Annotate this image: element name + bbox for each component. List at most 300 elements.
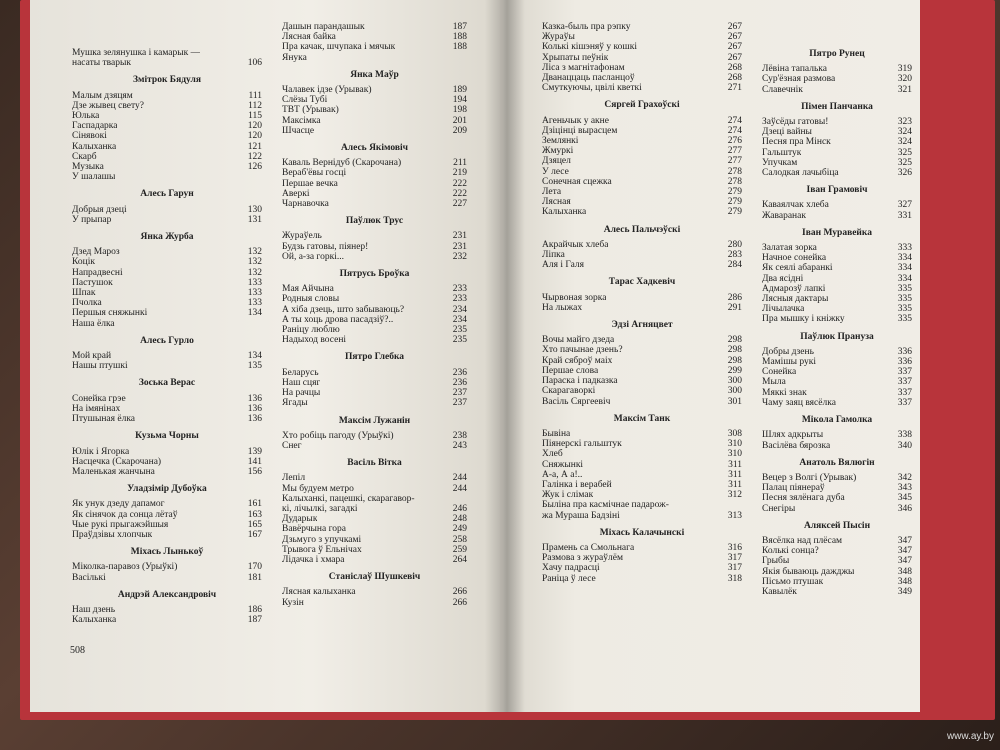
entry-page: 234	[452, 304, 467, 315]
toc-entry	[542, 490, 742, 500]
toc-entry	[72, 361, 262, 371]
toc-entry	[542, 429, 742, 439]
entry-title: На лыжах	[542, 302, 583, 313]
toc-entry	[762, 168, 912, 178]
entry-page: 278	[727, 176, 742, 187]
entry-page: 187	[452, 22, 467, 32]
entry-page: 317	[727, 563, 742, 574]
entry-title: Раніца ў лесе	[542, 573, 596, 584]
entry-title: Жураўы	[542, 32, 575, 43]
entry-title: Чырвоная зорка	[542, 292, 607, 303]
toc-entry	[762, 148, 912, 158]
toc-entry	[762, 567, 912, 577]
entry-title: А-а, А а!..	[542, 469, 583, 480]
toc-entry	[282, 85, 467, 95]
entry-title: Гаспадарка	[72, 121, 118, 132]
entry-page: 267	[727, 42, 742, 53]
toc-entry	[762, 314, 912, 324]
entry-title: Як сінячок да сонца лётаў	[72, 509, 178, 520]
author-heading: Станіслаў Шушкевіч	[328, 572, 421, 583]
entry-page: 283	[727, 250, 742, 261]
entry-title: Чарнавочка	[282, 199, 329, 210]
toc-entry	[542, 197, 742, 207]
toc-entry	[282, 494, 467, 504]
entry-page: 170	[247, 562, 262, 573]
entry-title: Колькі сонца?	[762, 546, 819, 557]
toc-entry	[762, 274, 912, 284]
toc-entry	[762, 304, 912, 314]
toc-entry	[762, 253, 912, 263]
toc-entry	[762, 398, 912, 408]
entry-title: Чалавек ідзе (Урывак)	[282, 85, 372, 96]
toc-entry	[542, 42, 742, 52]
entry-page: 238	[452, 430, 467, 441]
entry-title: Смуткуючы, цвілі кветкі	[542, 83, 642, 94]
toc-entry	[542, 376, 742, 386]
entry-title: Снег	[282, 440, 302, 451]
entry-title: Насцечка (Скарочана)	[72, 456, 162, 467]
author-heading: Уладзімір Дубоўка	[127, 484, 207, 495]
toc-entry	[282, 555, 467, 565]
entry-page: 346	[897, 503, 912, 514]
entry-title: У лесе	[542, 166, 569, 177]
toc-entry	[542, 73, 742, 83]
toc-entry	[542, 500, 742, 510]
entry-page: 131	[247, 214, 262, 225]
toc-entry	[72, 121, 262, 131]
toc-entry	[282, 368, 467, 378]
entry-title: Мамішы рукі	[762, 357, 817, 368]
toc-entry	[72, 215, 262, 225]
entry-page: 325	[897, 147, 912, 158]
toc-entry	[762, 546, 912, 556]
entry-title: Салодкая лачыбіца	[762, 168, 839, 179]
entry-page: 132	[247, 267, 262, 278]
entry-page: 326	[897, 168, 912, 179]
toc-entry	[282, 441, 467, 451]
toc-entry	[542, 449, 742, 459]
entry-title: Ой, а-за горкі...	[282, 251, 344, 262]
toc-entry	[72, 48, 262, 58]
toc-entry	[542, 356, 742, 366]
entry-title: Максімка	[282, 115, 321, 126]
entry-title: Дзяцел	[542, 156, 571, 167]
toc-entry	[282, 378, 467, 388]
toc-entry	[72, 605, 262, 615]
entry-page: 141	[247, 456, 262, 467]
entry-title: насаты тварык	[72, 58, 131, 69]
toc-entry	[282, 116, 467, 126]
entry-page: 279	[727, 207, 742, 218]
entry-page: 139	[247, 446, 262, 457]
entry-page: 222	[452, 178, 467, 189]
entry-page: 115	[248, 111, 262, 122]
entry-title: Добрыя дзеці	[72, 204, 127, 215]
toc-entry	[282, 22, 467, 32]
entry-page: 267	[727, 52, 742, 63]
entry-title: Лета	[542, 187, 562, 198]
left-page-column-2	[282, 22, 467, 608]
entry-page: 277	[727, 146, 742, 157]
toc-entry	[282, 126, 467, 136]
toc-entry	[542, 32, 742, 42]
entry-page: 274	[727, 115, 742, 126]
toc-entry	[282, 535, 467, 545]
toc-entry	[542, 207, 742, 217]
toc-entry	[282, 504, 467, 514]
entry-title: Праўдзівы хлопчык	[72, 529, 153, 540]
author-heading: Кузьма Чорны	[135, 431, 199, 442]
entry-page: 222	[452, 188, 467, 199]
entry-title: Мяккі знак	[762, 387, 807, 398]
toc-entry	[72, 499, 262, 509]
entry-title: Коцік	[72, 257, 95, 268]
entry-title: Раніцу люблю	[282, 325, 340, 336]
entry-page: 122	[247, 151, 262, 162]
toc-entry	[72, 172, 262, 182]
author-heading: Сяргей Грахоўскі	[604, 100, 680, 111]
author-heading: Андрэй Александровіч	[117, 589, 217, 600]
entry-page: 337	[897, 387, 912, 398]
entry-title: Лёвіна тапалька	[762, 64, 827, 75]
author-heading: Змітрок Бядуля	[133, 75, 201, 86]
entry-page: 232	[452, 251, 467, 262]
entry-page: 319	[897, 64, 912, 75]
entry-page: 133	[247, 298, 262, 309]
entry-title: Вясёлка над плёсам	[762, 535, 843, 546]
toc-entry	[542, 250, 742, 260]
entry-page: 167	[247, 529, 262, 540]
entry-page: 311	[728, 469, 742, 480]
entry-page: 130	[247, 204, 262, 215]
author-heading: Максім Лужанін	[338, 415, 411, 426]
toc-entry	[762, 483, 912, 493]
entry-page: 310	[727, 439, 742, 450]
entry-title: Хто пачынае дзень?	[542, 345, 623, 356]
toc-entry	[282, 587, 467, 597]
toc-entry	[282, 158, 467, 168]
entry-page: 321	[897, 84, 912, 95]
entry-page: 312	[727, 490, 742, 501]
entry-page: 320	[897, 74, 912, 85]
entry-page: 120	[247, 131, 262, 142]
toc-entry	[282, 242, 467, 252]
entry-title: Быліна пра касмічнае падарож-	[542, 500, 669, 511]
entry-title: Дзе жывец свету?	[72, 100, 144, 111]
entry-page: 106	[247, 58, 262, 69]
toc-entry	[542, 366, 742, 376]
toc-entry	[72, 530, 262, 540]
entry-page: 201	[452, 115, 467, 126]
entry-title: Жураўель	[282, 231, 322, 242]
author-heading: Тарас Хадкевіч	[608, 277, 676, 288]
author-heading: Пятрусь Броўка	[339, 269, 410, 280]
entry-page: 317	[727, 553, 742, 564]
entry-page: 310	[727, 449, 742, 460]
entry-page: 233	[452, 294, 467, 305]
entry-page: 268	[727, 62, 742, 73]
toc-entry	[72, 510, 262, 520]
entry-page: 300	[727, 386, 742, 397]
entry-page: 340	[897, 440, 912, 451]
author-heading: Янка Маўр	[350, 69, 399, 80]
entry-title: Агеньчык у акне	[542, 115, 609, 126]
entry-title: А ты хоць дрова пасадзіў?..	[282, 314, 394, 325]
entry-title: Мушка зелянушка і камарык —	[72, 48, 201, 58]
toc-entry	[282, 545, 467, 555]
entry-page: 336	[897, 346, 912, 357]
toc-entry	[762, 263, 912, 273]
entry-page: 334	[897, 263, 912, 274]
entry-page: 156	[247, 466, 262, 477]
entry-page: 300	[727, 376, 742, 387]
toc-entry	[72, 142, 262, 152]
entry-page: 246	[452, 503, 467, 514]
entry-title: Сінявокі	[72, 131, 107, 142]
entry-page: 189	[452, 85, 467, 96]
toc-entry	[72, 268, 262, 278]
entry-page: 133	[247, 288, 262, 299]
toc-entry	[542, 63, 742, 73]
author-heading: Іван Муравейка	[802, 227, 872, 238]
entry-page: 121	[247, 141, 262, 152]
entry-page: 211	[453, 158, 467, 169]
toc-entry	[762, 377, 912, 387]
entry-page: 286	[727, 292, 742, 303]
entry-title: Аля і Галя	[542, 260, 585, 271]
entry-page: 308	[727, 428, 742, 439]
toc-entry	[542, 511, 742, 521]
toc-entry	[542, 146, 742, 156]
entry-title: Шчасце	[282, 125, 315, 136]
toc-entry	[72, 457, 262, 467]
entry-page: 299	[727, 365, 742, 376]
toc-entry	[762, 388, 912, 398]
entry-page: 243	[452, 440, 467, 451]
entry-title: Вочы майго дзеда	[542, 335, 615, 346]
toc-entry	[762, 243, 912, 253]
entry-title: ТВТ (Урывак)	[282, 105, 339, 116]
entry-title: Хлеб	[542, 449, 563, 460]
entry-title: Першае слова	[542, 365, 599, 376]
entry-page: 266	[452, 597, 467, 608]
toc-entry	[282, 431, 467, 441]
entry-title: Лясная	[542, 197, 571, 208]
toc-entry	[542, 460, 742, 470]
toc-entry	[282, 231, 467, 241]
author-heading: Янка Журба	[140, 232, 194, 243]
entry-title: Будзь гатовы, піянер!	[282, 241, 369, 252]
entry-title: Якія бываюць дажджы	[762, 566, 855, 577]
entry-title: Хто робіць пагоду (Урыўкі)	[282, 430, 394, 441]
entry-page	[463, 53, 467, 63]
entry-page: 298	[727, 355, 742, 366]
toc-entry	[72, 257, 262, 267]
entry-title: Трывога ў Ельнічах	[282, 544, 362, 555]
entry-title: Землянкі	[542, 136, 579, 147]
entry-title: Кавылёк	[762, 586, 797, 597]
toc-entry	[762, 347, 912, 357]
right-page-column-2	[762, 42, 912, 597]
toc-entry	[282, 95, 467, 105]
entry-title: Васілёва бярозка	[762, 440, 831, 451]
toc-entry	[72, 615, 262, 625]
entry-title: Шпак	[72, 288, 96, 299]
toc-entry	[542, 397, 742, 407]
entry-title: Малым дзяцям	[72, 90, 133, 101]
entry-page: 333	[897, 243, 912, 254]
entry-page: 244	[452, 483, 467, 494]
entry-title: жа Мураша Бадзіні	[542, 510, 620, 521]
entry-page: 231	[452, 231, 467, 242]
entry-title: Хачу падрасці	[542, 563, 600, 574]
author-heading: Пятро Рунец	[809, 49, 865, 59]
entry-page: 237	[452, 398, 467, 409]
entry-title: Калыханкі, пацешкі, скарагавор-	[282, 493, 415, 504]
entry-page: 278	[727, 166, 742, 177]
toc-entry	[762, 117, 912, 127]
author-heading: Максім Танк	[613, 413, 671, 424]
toc-entry	[282, 294, 467, 304]
toc-entry	[72, 278, 262, 288]
entry-title: Калыханка	[72, 615, 117, 626]
entry-title: Мая Айчына	[282, 284, 334, 295]
entry-title: Колькі кішэняў у кошкі	[542, 42, 637, 53]
entry-title: Мы будуем метро	[282, 483, 354, 494]
author-heading: Зоська Верас	[138, 378, 196, 389]
entry-page: 194	[452, 95, 467, 106]
entry-title: Мой край	[72, 351, 112, 362]
entry-title: Маленькая жанчына	[72, 466, 155, 477]
entry-title: Дзьмуго з упучкамі	[282, 534, 362, 545]
entry-page: 274	[727, 125, 742, 136]
toc-entry	[542, 480, 742, 490]
entry-title: Васількі	[72, 572, 106, 583]
entry-title: Юлік і Ягорка	[72, 446, 130, 457]
entry-page: 244	[452, 473, 467, 484]
author-heading: Анатоль Вялюгін	[799, 457, 875, 468]
entry-title: Хрыпаты пеўнік	[542, 52, 609, 63]
toc-entry	[72, 111, 262, 121]
entry-title: Вавёрчына гора	[282, 524, 346, 535]
entry-title: Як сеялі абаранкі	[762, 263, 833, 274]
entry-title: Мыла	[762, 377, 786, 388]
entry-title: Гальштук	[762, 147, 802, 158]
entry-page: 163	[247, 509, 262, 520]
entry-page: 188	[452, 32, 467, 43]
toc-entry	[72, 414, 262, 424]
toc-entry	[762, 504, 912, 514]
entry-page: 335	[897, 304, 912, 315]
entry-page: 236	[452, 367, 467, 378]
watermark: www.ay.by	[946, 731, 994, 742]
entry-page: 227	[452, 199, 467, 210]
toc-entry	[72, 562, 262, 572]
entry-title: Два ясідні	[762, 273, 804, 284]
entry-title: Першыя сняжынкі	[72, 308, 148, 319]
toc-entry	[762, 357, 912, 367]
entry-title: Дашын парандашык	[282, 22, 365, 32]
toc-entry	[542, 177, 742, 187]
toc-entry	[282, 179, 467, 189]
entry-title: Надыход восені	[282, 335, 347, 346]
entry-page: 133	[247, 277, 262, 288]
entry-page: 336	[897, 357, 912, 368]
entry-page: 236	[452, 377, 467, 388]
toc-entry	[282, 598, 467, 608]
entry-title: Параска і падказка	[542, 376, 618, 387]
entry-title: А хіба дзець, што забываюць?	[282, 304, 405, 315]
entry-title: Каваялчак хлеба	[762, 200, 829, 211]
entry-page: 347	[897, 556, 912, 567]
entry-title: Размова з жураўлём	[542, 553, 623, 564]
entry-page: 259	[452, 544, 467, 555]
toc-entry	[542, 126, 742, 136]
entry-page: 249	[452, 524, 467, 535]
toc-entry	[542, 543, 742, 553]
entry-page: 231	[452, 241, 467, 252]
entry-page: 337	[897, 377, 912, 388]
entry-page: 126	[247, 162, 262, 173]
author-heading: Міхась Калачынскі	[599, 527, 685, 538]
author-heading: Пятро Глебка	[344, 352, 405, 363]
book-spine	[485, 0, 525, 712]
toc-entry	[282, 325, 467, 335]
entry-page: 313	[727, 510, 742, 521]
entry-page: 279	[727, 187, 742, 198]
right-page	[500, 0, 920, 712]
entry-title: Добры дзень	[762, 346, 814, 357]
toc-entry	[72, 58, 262, 68]
entry-page: 276	[727, 136, 742, 147]
entry-page: 337	[897, 367, 912, 378]
entry-page: 279	[727, 197, 742, 208]
entry-title: Сняжынкі	[542, 459, 584, 470]
toc-entry	[282, 284, 467, 294]
toc-entry	[542, 116, 742, 126]
entry-title: Дзед Мароз	[72, 247, 120, 258]
toc-entry	[762, 137, 912, 147]
entry-title: Родныя словы	[282, 294, 340, 305]
entry-page: 331	[897, 210, 912, 221]
toc-entry	[72, 447, 262, 457]
entry-title: Дванаццаць пасланцоў	[542, 73, 635, 84]
entry-page: 132	[247, 257, 262, 268]
entry-page: 181	[247, 572, 262, 583]
toc-entry	[72, 152, 262, 162]
toc-entry	[542, 187, 742, 197]
toc-entry	[282, 105, 467, 115]
entry-title: Лепіл	[282, 473, 306, 484]
entry-title: Наш дзень	[72, 604, 116, 615]
toc-entry	[282, 53, 467, 63]
author-heading: Алесь Якімовіч	[340, 143, 409, 154]
author-heading: Паўлюк Трус	[345, 216, 404, 227]
entry-page: 136	[247, 403, 262, 414]
toc-entry	[762, 493, 912, 503]
entry-title: На рачцы	[282, 388, 321, 399]
entry-title: Жмуркі	[542, 146, 574, 157]
toc-entry	[282, 199, 467, 209]
entry-page: 264	[452, 554, 467, 565]
toc-entry	[282, 42, 467, 52]
toc-entry	[282, 305, 467, 315]
entry-page: 337	[897, 397, 912, 408]
toc-entry	[542, 156, 742, 166]
toc-entry	[542, 386, 742, 396]
entry-title: Наш сцяг	[282, 377, 321, 388]
toc-entry	[72, 298, 262, 308]
